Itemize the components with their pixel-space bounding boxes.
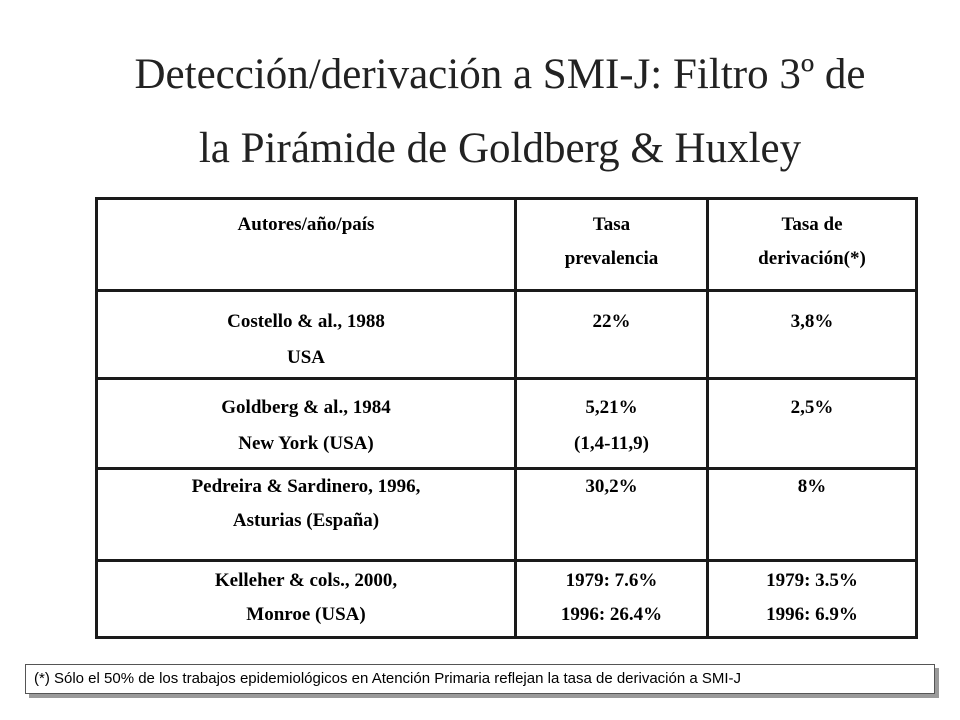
cell-text: 3,8%	[790, 311, 834, 332]
cell-text: Monroe (USA)	[246, 604, 366, 625]
table-row	[97, 469, 917, 561]
footnote-box: (*) Sólo el 50% de los trabajos epidemiológicos en Atención Primaria reflejan la tasa de derivación a SMI-J	[25, 664, 935, 694]
header-referral	[708, 199, 917, 291]
referral-rate-table	[95, 197, 918, 639]
cell-referral	[708, 379, 917, 469]
cell-text: 8%	[797, 476, 827, 497]
cell-text: Costello & al., 1988	[227, 311, 385, 332]
header-text: Tasa	[592, 214, 631, 235]
slide-title-line-1: Detección/derivación a SMI-J: Filtro 3º de	[134, 51, 866, 98]
cell-text: 22%	[592, 311, 631, 332]
cell-text: 1979: 3.5%	[766, 570, 858, 591]
cell-prevalence	[516, 469, 708, 561]
slide-title	[60, 38, 940, 186]
table-row	[97, 561, 917, 638]
cell-text: Pedreira & Sardinero, 1996,	[191, 476, 421, 497]
cell-text: 1996: 26.4%	[560, 604, 663, 625]
header-text: derivación(*)	[758, 248, 866, 269]
cell-text: Goldberg & al., 1984	[221, 397, 391, 418]
cell-text: (1,4-11,9)	[574, 433, 649, 454]
cell-text: Asturias (España)	[232, 510, 380, 531]
cell-author	[97, 561, 516, 638]
cell-text: USA	[286, 347, 325, 368]
header-authors	[97, 199, 516, 291]
header-prevalence	[516, 199, 708, 291]
cell-referral	[708, 469, 917, 561]
cell-text: 30,2%	[585, 476, 638, 497]
header-text: Tasa de	[781, 214, 843, 235]
cell-text: 1996: 6.9%	[766, 604, 858, 625]
cell-text: Kelleher & cols., 2000,	[214, 570, 398, 591]
header-text: Autores/año/país	[237, 214, 375, 235]
cell-text: New York (USA)	[238, 433, 374, 454]
table-header-row	[97, 199, 917, 291]
cell-author	[97, 379, 516, 469]
table-row	[97, 379, 917, 469]
cell-prevalence	[516, 561, 708, 638]
cell-prevalence	[516, 379, 708, 469]
cell-referral	[708, 291, 917, 379]
slide-title-line-2: la Pirámide de Goldberg & Huxley	[198, 125, 802, 172]
cell-author	[97, 469, 516, 561]
cell-text: 5,21%	[585, 397, 638, 418]
cell-author	[97, 291, 516, 379]
cell-text: 1979: 7.6%	[565, 570, 658, 591]
table-row	[97, 291, 917, 379]
header-text: prevalencia	[564, 248, 659, 269]
cell-text: 2,5%	[790, 397, 834, 418]
cell-referral	[708, 561, 917, 638]
cell-prevalence	[516, 291, 708, 379]
